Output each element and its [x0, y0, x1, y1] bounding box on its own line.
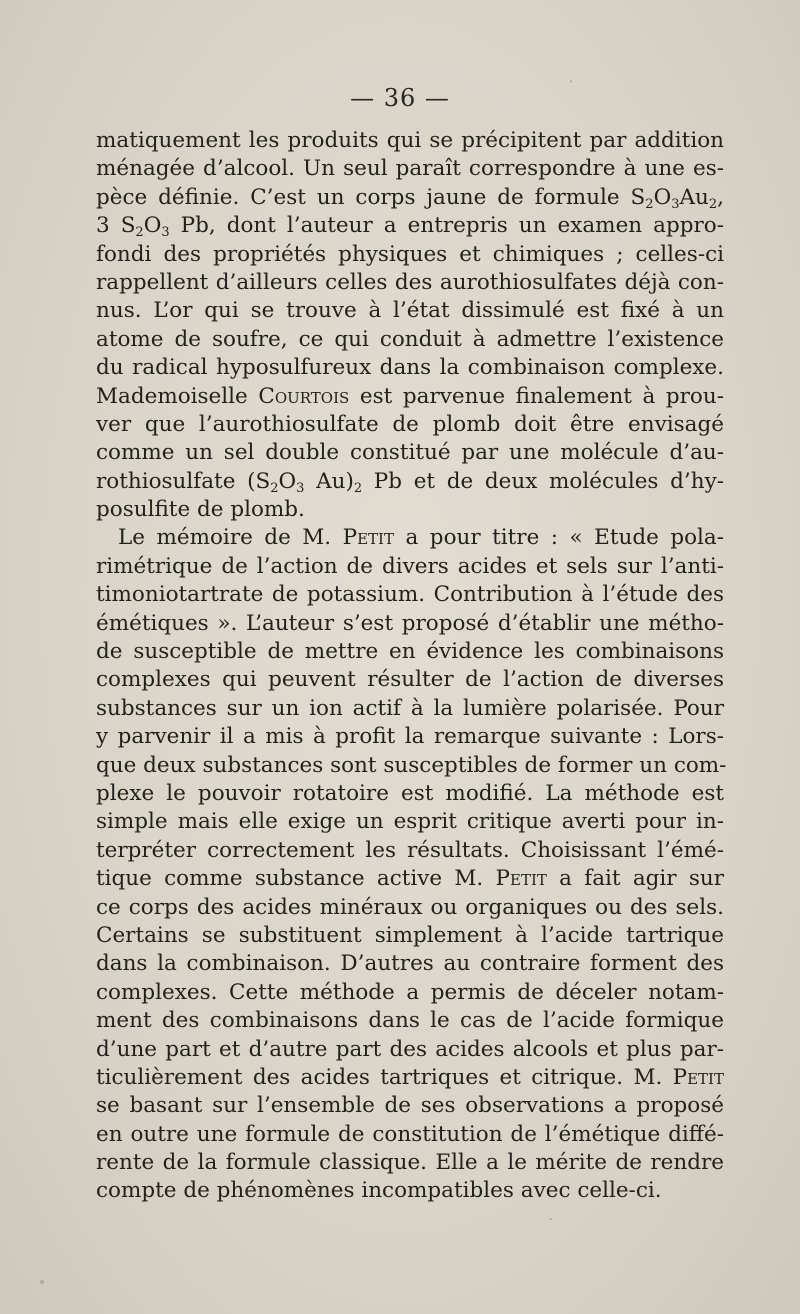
text-line [96, 383, 724, 411]
subscript: 3 [296, 480, 305, 496]
text-run: dans la combinaison. D’autres au contraire forment des [96, 951, 724, 977]
text-run: est parvenue finalement à prou- [349, 383, 724, 409]
text-run: plexe le pouvoir rotatoire est modifié. La méthode est [96, 780, 724, 806]
text-line [96, 1064, 724, 1092]
text-run: ce corps des acides minéraux ou organiques ou des sels. [96, 894, 724, 920]
text-run: a pour titre : « Etude pola- [394, 525, 724, 551]
text-line [96, 524, 724, 552]
subscript: 2 [135, 225, 144, 241]
text-run: ver que l’aurothiosulfate de plomb doit être envisagé [96, 411, 724, 437]
text-run: substances sur un ion actif à la lumière polarisée. Pour [96, 695, 724, 721]
text-run: posulfite de plomb. [96, 497, 305, 523]
text-run: tique comme substance active M. [96, 866, 496, 892]
subscript: 2 [708, 196, 718, 212]
text-line [96, 1007, 724, 1035]
text-line [96, 553, 724, 581]
text-line [96, 752, 727, 780]
text-line [96, 1092, 724, 1120]
text-line [96, 127, 724, 155]
text-run: Le mémoire de M. [118, 525, 343, 551]
text-run: Mademoiselle [96, 383, 259, 409]
text-run: simple mais elle exige un esprit critique averti pour in- [96, 809, 724, 835]
subscript: 2 [645, 196, 654, 212]
text-run: Au) [304, 468, 354, 494]
text-line [96, 865, 724, 893]
text-run: nus. L’or qui se trouve à l’état dissimulé est fixé à un [96, 298, 724, 324]
author-name: Petit [672, 1064, 724, 1090]
text-run: ticulièrement des acides tartriques et citrique. M. [96, 1064, 673, 1090]
text-line [96, 212, 724, 240]
text-run: y parvenir il a mis à profit la remarque suivante : Lors- [96, 724, 724, 750]
paper-speck [570, 80, 572, 83]
text-line [96, 269, 724, 297]
text-run: d’une part et d’autre part des acides alcools et plus par- [96, 1036, 724, 1062]
text-line [96, 411, 724, 439]
text-line [96, 1149, 724, 1177]
text-run: Au [679, 184, 709, 210]
text-run: compte de phénomènes incompatibles avec celle-ci. [96, 1178, 662, 1204]
text-run: O [143, 213, 162, 239]
text-line [96, 354, 724, 382]
text-line [96, 468, 724, 496]
text-line [96, 1121, 724, 1149]
text-run: a fait agir sur [546, 866, 724, 892]
paper-speck [549, 1218, 552, 1220]
text-line [96, 922, 724, 950]
text-run: du radical hyposulfureux dans la combinaison complexe. [96, 355, 724, 381]
author-name: Petit [495, 866, 547, 892]
text-line [96, 496, 724, 524]
text-line [96, 894, 724, 922]
subscript: 2 [353, 480, 363, 496]
text-line [96, 184, 724, 212]
text-line [96, 638, 724, 666]
text-run: terpréter correctement les résultats. Choisissant l’émé- [96, 837, 724, 863]
text-run: matiquement les produits qui se précipitent par addition [96, 128, 724, 153]
page-number: — 36 — [350, 84, 450, 112]
author-name: Courtois [258, 383, 350, 409]
text-run: comme un sel double constitué par une molécule d’au- [96, 440, 724, 466]
text-run: Pb et de deux molécules d’hy- [362, 468, 724, 494]
text-run: ment des combinaisons dans le cas de l’acide formique [96, 1008, 724, 1034]
text-line [96, 297, 724, 325]
text-line [96, 808, 724, 836]
text-run: Pb, dont l’auteur a entrepris un examen appro- [169, 213, 724, 239]
text-line [96, 723, 724, 751]
text-line [96, 439, 724, 467]
text-line [96, 241, 724, 269]
text-run: rothiosulfate (S [96, 468, 271, 494]
text-line [96, 1177, 724, 1205]
subscript: 3 [161, 225, 170, 241]
text-line [96, 837, 724, 865]
text-run: que deux substances sont susceptibles de former un com- [96, 752, 727, 778]
text-line [96, 950, 724, 978]
text-run: en outre une formule de constitution de l’émétique diffé- [96, 1121, 724, 1147]
text-run: rappellent d’ailleurs celles des aurothiosulfates déjà con- [96, 269, 724, 295]
text-run: se basant sur l’ensemble de ses observations a proposé [96, 1093, 724, 1119]
text-run: atome de soufre, ce qui conduit à admettre l’existence [96, 326, 724, 352]
text-run: rimétrique de l’action de divers acides et sels sur l’anti- [96, 553, 724, 579]
text-run: de susceptible de mettre en évidence les combinaisons [96, 639, 724, 665]
text-run: , [717, 184, 724, 210]
text-line [96, 610, 724, 638]
text-run: pèce définie. C’est un corps jaune de formule S [96, 184, 646, 210]
text-line [96, 326, 724, 354]
text-line [96, 581, 724, 609]
text-line [96, 780, 724, 808]
text-run: O [278, 468, 297, 494]
text-run: Certains se substituent simplement à l’acide tartrique [96, 922, 724, 948]
subscript: 3 [671, 196, 680, 212]
text-line [96, 979, 724, 1007]
text-run: fondi des propriétés physiques et chimiques ; celles-ci [96, 241, 724, 267]
author-name: Petit [342, 525, 394, 551]
text-run: 3 S [96, 213, 136, 239]
paper-speck [40, 1280, 44, 1284]
text-line [96, 666, 724, 694]
text-run: rente de la formule classique. Elle a le mérite de rendre [96, 1150, 724, 1176]
body-text [96, 127, 727, 1206]
text-run: timoniotartrate de potassium. Contribution à l’étude des [96, 582, 724, 608]
text-run: ménagée d’alcool. Un seul paraît correspondre à une es- [96, 156, 724, 182]
text-line [96, 155, 724, 183]
text-run: émétiques ». L’auteur s’est proposé d’établir une métho- [96, 610, 724, 636]
text-run: complexes. Cette méthode a permis de déceler notam- [96, 979, 724, 1005]
text-line [96, 1036, 724, 1064]
text-run: O [653, 184, 672, 210]
text-line [96, 695, 724, 723]
subscript: 2 [270, 480, 279, 496]
text-run: complexes qui peuvent résulter de l’action de diverses [96, 667, 724, 693]
